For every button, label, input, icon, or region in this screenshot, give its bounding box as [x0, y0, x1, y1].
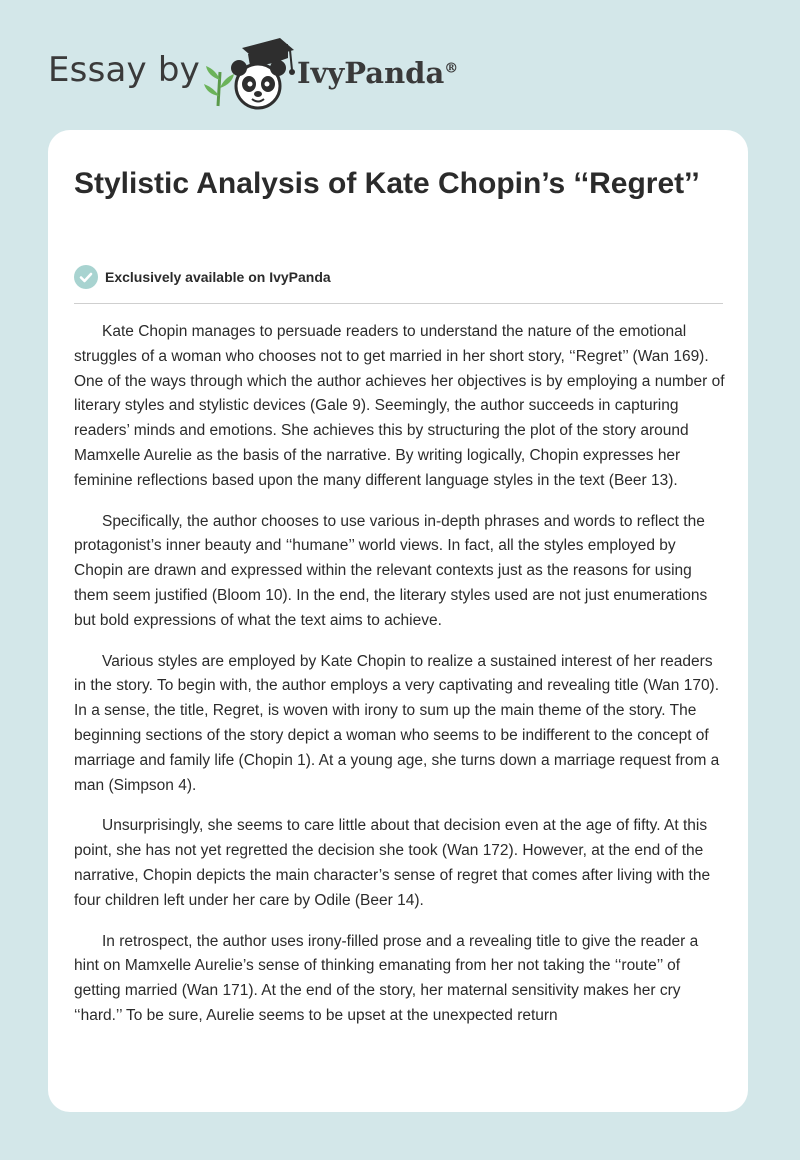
panda-graduation-cap-icon[interactable]: [198, 32, 298, 112]
paragraph: Kate Chopin manages to persuade readers to understand the nature of the emotional struggles of a woman who chooses not to get married in her short story, ‘‘Regret’’ (Wan 169). One of the ways through which the author achieves her objectives is by employing a number of literary styles and stylistic devices (Gale 9). Seemingly, the author succeeds in capturing readers’ minds and emotions. She achieves this by structuring the plot of the story around Mamxelle Aurelie as the basis of the narrative. By writing logically, Chopin expresses her feminine reflections based upon the many different language styles in the text (Beer 13).: [74, 323, 725, 489]
brand-prefix: Essay by: [48, 50, 200, 90]
divider: [74, 303, 723, 304]
paragraph: Specifically, the author chooses to use various in-depth phrases and words to reflect the protagonist’s inner beauty and ‘‘humane’’ world views. In fact, all the styles employed by Chopin are drawn and expressed within the relevant contexts just as the reasons for using them seem justified (Bloom 10). In the end, the literary styles used are not just enumerations but bold expressions of what the text aims to achieve.: [74, 512, 708, 629]
check-circle-icon: [74, 265, 98, 289]
essay-body: [74, 320, 726, 1045]
paragraph: Various styles are employed by Kate Chopin to realize a sustained interest of her readers in the story. To begin with, the author employs a very captivating and revealing title (Wan 170). In a sense, the title, Regret, is woven with irony to sum up the main theme of the story. The beginning sections of the story depict a woman who seems to be indifferent to the concept of marriage and family life (Chopin 1). At a young age, she turns down a marriage request from a man (Simpson 4).: [74, 652, 720, 794]
exclusive-badge: [74, 264, 331, 290]
essay-card: [48, 130, 748, 1112]
site-header: [0, 0, 800, 130]
badge-text: Exclusively available on IvyPanda: [105, 269, 331, 285]
registered-mark: ®: [444, 60, 459, 77]
brand-name[interactable]: [297, 56, 458, 90]
brand-name-text: IvyPanda: [297, 56, 445, 90]
page-title: Stylistic Analysis of Kate Chopin’s ‘‘Regret’’: [74, 167, 700, 200]
paragraph: Unsurprisingly, she seems to care little about that decision even at the age of fifty. At this point, she has not yet regretted the decision she took (Wan 172). However, at the end of the narrative, Chopin depicts the main character’s sense of regret that comes after living with the four children left under her care by Odile (Beer 14).: [74, 817, 711, 909]
paragraph: In retrospect, the author uses irony-filled prose and a revealing title to give the reader a hint on Mamxelle Aurelie’s sense of thinking emanating from her not taking the ‘‘route’’ of getting married (Wan 171). At the end of the story, her maternal sensitivity makes her cry ‘‘hard.’’ To be sure, Aurelie seems to be upset at the unexpected return: [74, 932, 699, 1024]
